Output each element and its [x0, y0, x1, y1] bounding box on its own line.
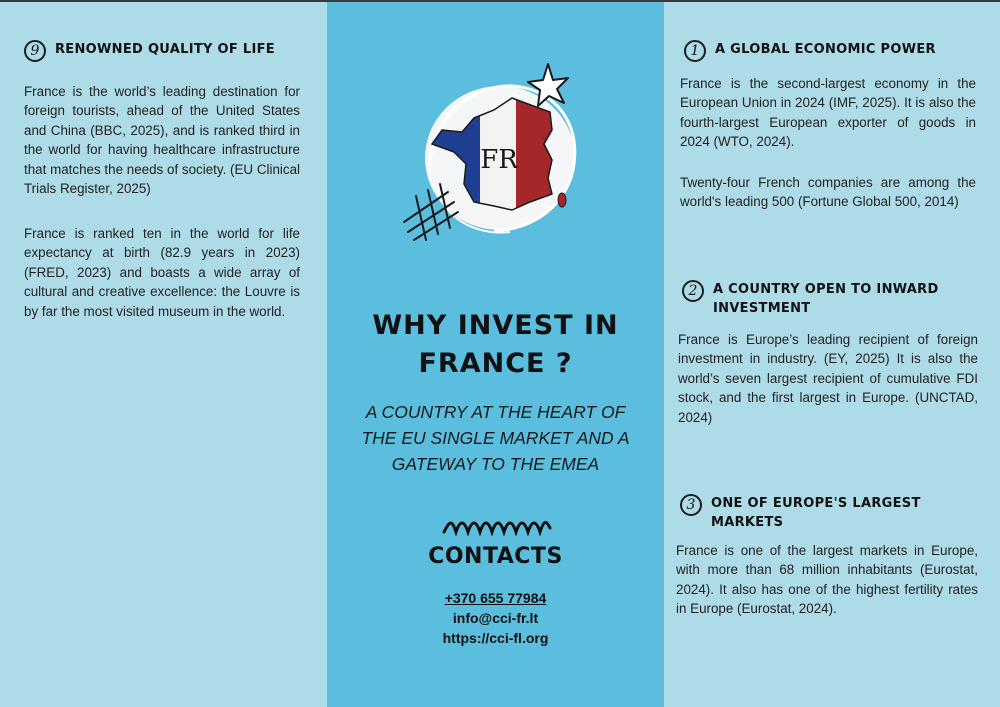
section-2-paragraph-1: France is Europe’s leading recipient of foreign investment in industry. (EY, 2025) It is also the world’s seven largest recipient of cumulative FDI stock, and the first largest in Europe. (UNCTAD, 2024) — [678, 332, 978, 425]
section-9-header — [24, 40, 295, 62]
website-link[interactable]: https://cci-fl.org — [442, 630, 549, 646]
phone-link[interactable]: +370 655 77984 — [444, 590, 547, 606]
number-3-badge: 3 — [680, 494, 702, 516]
center-panel — [327, 2, 664, 707]
section-1-header — [684, 40, 955, 62]
section-1-paragraph-2: Twenty-four French companies are among the world's leading 500 (Fortune Global 500, 2014) — [680, 175, 976, 210]
section-3-heading: ONE OF EUROPE'S LARGEST MARKETS — [711, 496, 921, 530]
emblem-label: FR — [480, 145, 518, 175]
email-link[interactable]: info@cci-fr.lt — [452, 610, 539, 626]
section-2-header — [682, 280, 943, 318]
number-2-badge: 2 — [682, 280, 704, 302]
france-map-icon — [402, 60, 602, 250]
page-title — [327, 307, 664, 383]
title-line-1: WHY INVEST IN — [372, 310, 619, 341]
page-subtitle: A COUNTRY AT THE HEART OF THE EU SINGLE MARKET AND A GATEWAY TO THE EMEA — [361, 402, 630, 474]
number-1-badge: 1 — [684, 40, 706, 62]
number-9-badge: 9 — [24, 40, 46, 62]
zigzag-divider — [442, 518, 552, 536]
section-9-paragraph-2: France is ranked ten in the world for life expectancy at birth (82.9 years in 2023) (FRED, 2023) and boasts a wide array of cultural and creative excellence: the Louvre is by far the most visited museum in the world. — [24, 226, 300, 319]
right-panel — [664, 2, 1000, 707]
title-line-2: FRANCE ? — [418, 348, 573, 379]
section-9-paragraph-1: France is the world’s leading destination for foreign tourists, ahead of the United States and China (BBC, 2025), and is ranked third in the world for having healthcare infrastructure that matches the needs of society. (EU Clinical Trials Register, 2025) — [24, 84, 300, 197]
section-3-header — [680, 494, 931, 532]
section-1-paragraph-1: France is the second-largest economy in the European Union in 2024 (IMF, 2025). It is also the fourth-largest European exporter of goods in 2024 (WTO, 2024). — [680, 76, 976, 150]
section-3-paragraph-1: France is one of the largest markets in Europe, with more than 68 million inhabitants (Eurostat, 2024). It also has one of the highest fertility rates in Europe (Eurostat, 2024). — [676, 543, 978, 617]
contacts-heading: CONTACTS — [428, 544, 563, 569]
section-2-heading: A COUNTRY OPEN TO INWARD INVESTMENT — [713, 282, 939, 316]
section-1-heading: A GLOBAL ECONOMIC POWER — [715, 42, 936, 57]
left-panel — [0, 2, 327, 707]
section-9-heading: RENOWNED QUALITY OF LIFE — [55, 42, 275, 57]
